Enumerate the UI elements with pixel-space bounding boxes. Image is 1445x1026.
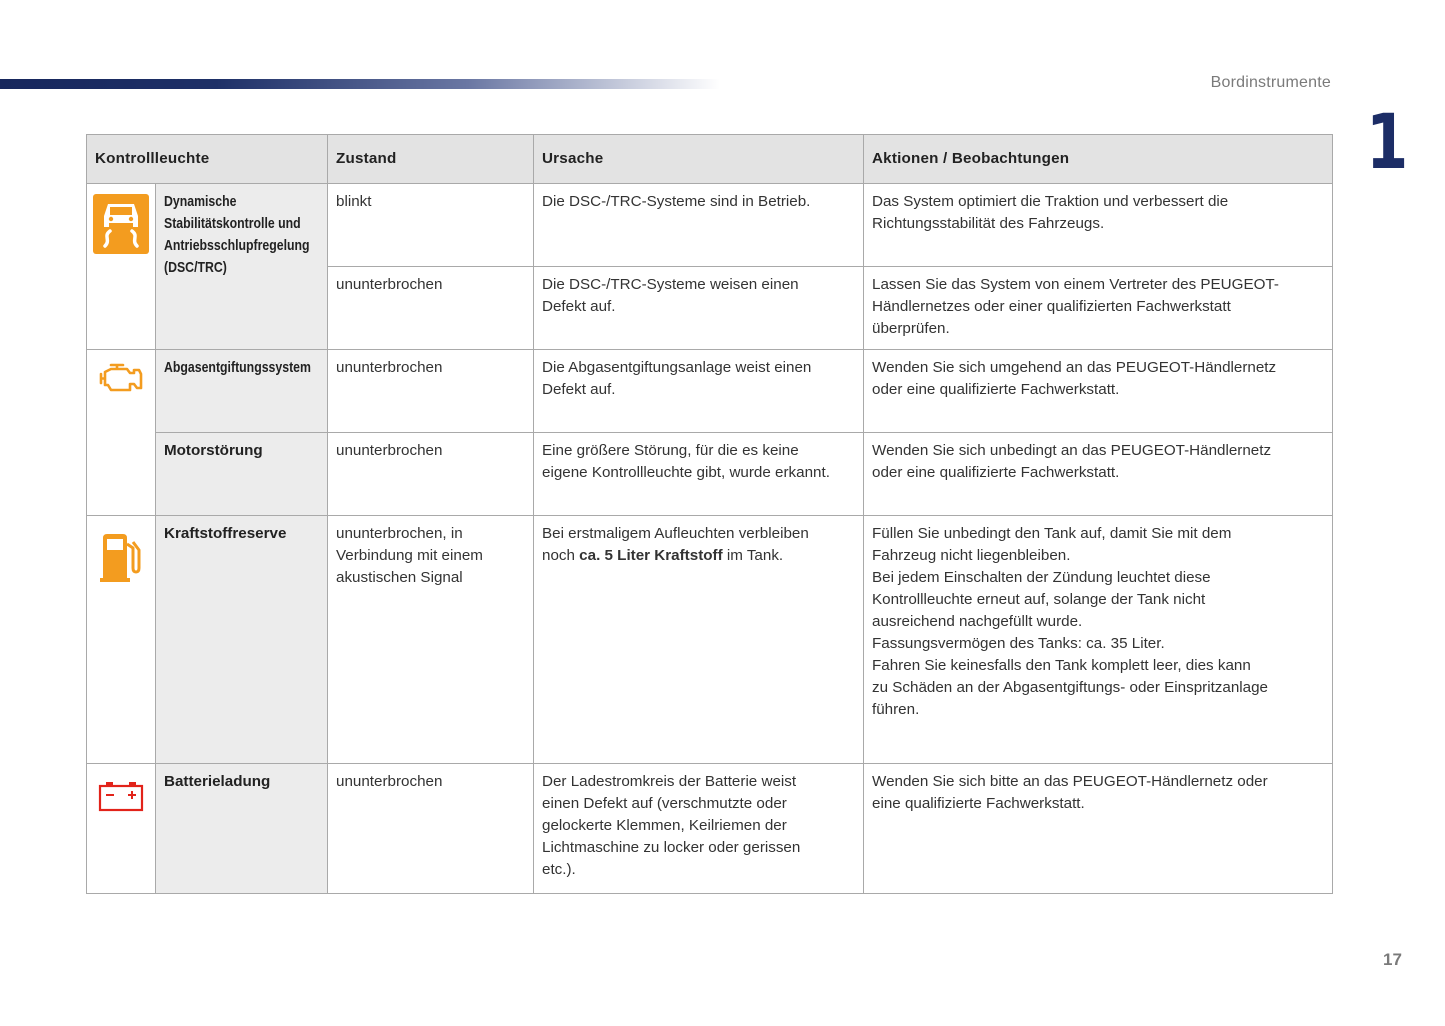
aktionen-cell: Lassen Sie das System von einem Vertreter des PEUGEOT- Händlernetzes oder einer qualifizierten Fachwerkstatt überprüfen. [864,267,1333,350]
fuel-amount: ca. 5 Liter Kraftstoff [579,547,723,564]
zustand-cell: blinkt [328,184,534,267]
table-row [87,516,1333,764]
column-header-kontrollleuchte: Kontrollleuchte [87,135,328,184]
warning-name-abgas: Abgasentgiftungssystem [156,350,328,433]
warning-name-kraftstoffreserve: Kraftstoffreserve [156,516,328,764]
ursache-cell: Die Abgasentgiftungsanlage weist einen Defekt auf. [534,350,864,433]
zustand-cell: ununterbrochen, in Verbindung mit einem akustischen Signal [328,516,534,764]
table-row [87,764,1333,894]
page-number: 17 [1383,950,1402,969]
aktionen-cell: Das System optimiert die Traktion und verbessert die Richtungsstabilität des Fahrzeugs. [864,184,1333,267]
ursache-cell: Bei erstmaligem Aufleuchten verbleiben noch ca. 5 Liter Kraftstoff im Tank. [534,516,864,764]
stability-control-icon [93,194,149,254]
column-header-zustand: Zustand [328,135,534,184]
aktionen-cell: Füllen Sie unbedingt den Tank auf, damit Sie mit dem Fahrzeug nicht liegenbleiben. Bei jedem Einschalten der Zündung leuchtet diese Kontrollleuchte erneut auf, solange der Tank nicht ausreichend nachgefüllt wurde. Fassungsvermögen des Tanks: ca. 35 Liter. Fahren Sie keinesfalls den Tank komplett leer, dies kann zu Schäden an der Abgasentgiftungs- oder Einspritzanlage führen. [864,516,1333,764]
column-header-ursache: Ursache [534,135,864,184]
zustand-cell: ununterbrochen [328,267,534,350]
table-row [87,433,1333,516]
fuel-pump-icon [97,530,145,584]
icon-cell [87,184,156,350]
warning-name-batterieladung: Batterieladung [156,764,328,894]
header-gradient-bar [0,79,720,89]
table-row [87,350,1333,433]
aktionen-cell: Wenden Sie sich bitte an das PEUGEOT-Händlernetz oder eine qualifizierte Fachwerkstatt. [864,764,1333,894]
table-header-row [87,135,1333,184]
icon-cell [87,516,156,764]
ursache-cell: Die DSC-/TRC-Systeme sind in Betrieb. [534,184,864,267]
battery-icon [98,780,144,812]
engine-icon [97,360,145,396]
warning-name-dsc-trc: Dynamische Stabilitätskontrolle und Antriebsschlupfregelung (DSC/TRC) [156,184,328,350]
zustand-cell: ununterbrochen [328,350,534,433]
icon-cell [87,764,156,894]
warning-name-motorstoerung: Motorstörung [156,433,328,516]
section-title: Bordinstrumente [1210,74,1331,91]
table-row [87,184,1333,267]
zustand-cell: ununterbrochen [328,433,534,516]
warning-lights-table [86,134,1333,894]
ursache-cell: Eine größere Störung, für die es keine eigene Kontrollleuchte gibt, wurde erkannt. [534,433,864,516]
icon-cell [87,350,156,516]
chapter-number: 1 [1366,97,1409,186]
aktionen-cell: Wenden Sie sich umgehend an das PEUGEOT-Händlernetz oder eine qualifizierte Fachwerkstatt. [864,350,1333,433]
zustand-cell: ununterbrochen [328,764,534,894]
column-header-aktionen: Aktionen / Beobachtungen [864,135,1333,184]
aktionen-cell: Wenden Sie sich unbedingt an das PEUGEOT-Händlernetz oder eine qualifizierte Fachwerkstatt. [864,433,1333,516]
ursache-cell: Der Ladestromkreis der Batterie weist einen Defekt auf (verschmutzte oder gelockerte Klemmen, Keilriemen der Lichtmaschine zu locker oder gerissen etc.). [534,764,864,894]
ursache-cell: Die DSC-/TRC-Systeme weisen einen Defekt auf. [534,267,864,350]
